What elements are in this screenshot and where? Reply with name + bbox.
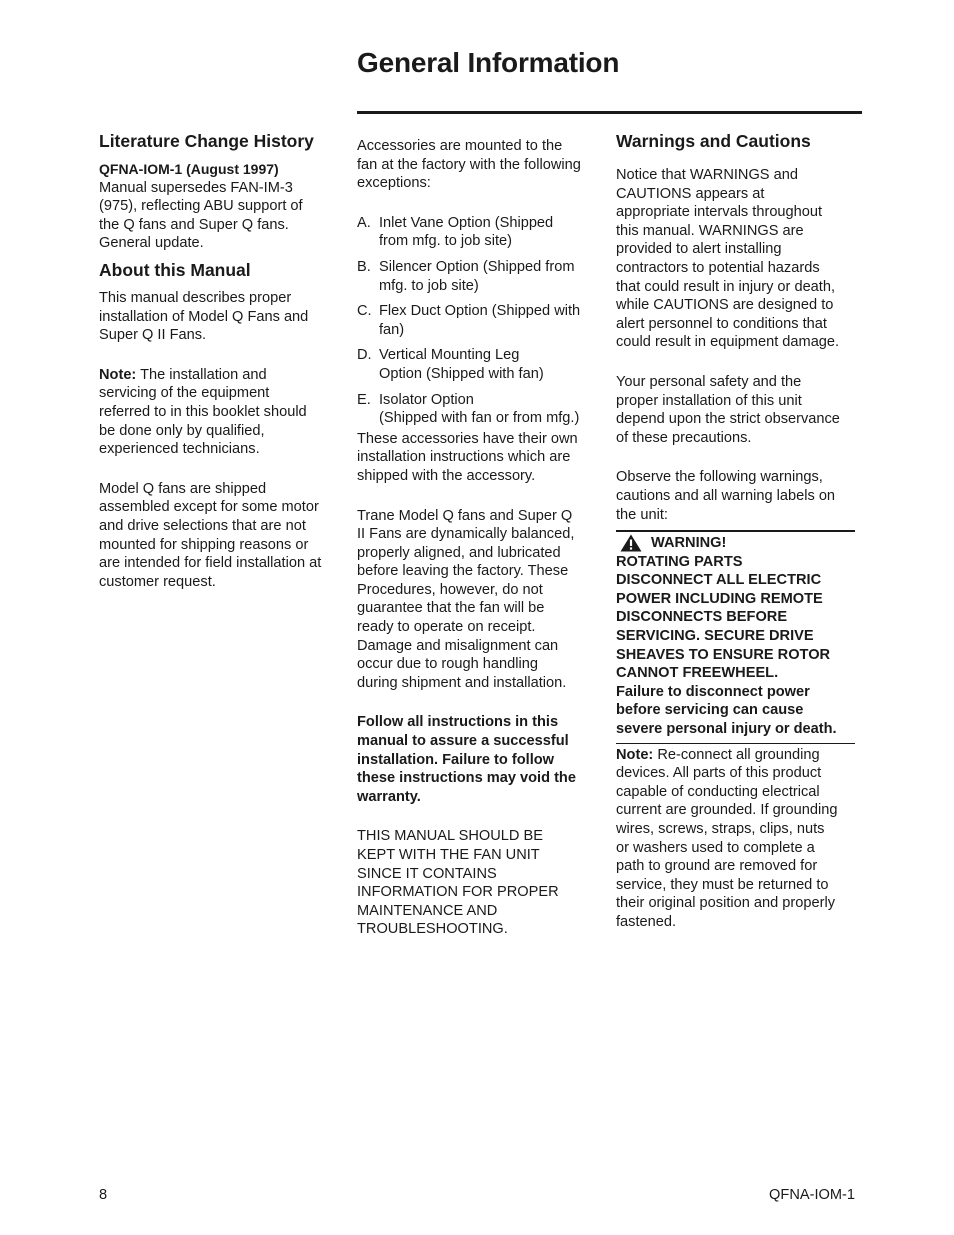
literature-doc-id: QFNA-IOM-1 (August 1997) [99,161,279,177]
qualified-note: Note: The installation and servicing of the equipment referred to in this booklet should be done only by qualified, experienced technicians. [99,366,307,458]
warning-box [616,530,855,744]
grounding-note: Note: Re-connect all grounding devices. All parts of this product capable of conducting electrical current are grounded. If grounding wires, screws, straps, clips, nuts or washers used to complete a path to ground are removed for service, they must be returned to their original position and properly fastened. [616,746,838,930]
accessory-exceptions-list [357,214,601,428]
column-left [99,130,341,591]
title-rule [357,111,862,114]
warning-triangle-icon [620,534,642,552]
warning-text: ROTATING PARTS DISCONNECT ALL ELECTRIC POWER INCLUDING REMOTE DISCONNECTS BEFORE SERVICING. SECURE DRIVE SHEAVES TO ENSURE ROTOR CANNOT FREEWHEEL. Failure to disconnect power before servicing can cause severe personal injury or death. [616,553,837,738]
shipping-text: Model Q fans are shipped assembled except for some motor and drive selections that are not mounted for shipping reasons or are intended for field installation at customer request. [99,480,322,590]
document-code: QFNA-IOM-1 [769,1187,855,1203]
notice-text: Notice that WARNINGS and CAUTIONS appears at appropriate intervals throughout this manual. WARNINGS are provided to alert installing contractors to potential hazards that could result in injury or death, while CAUTIONS are designed to alert personnel to conditions that could result in equipment damage. [616,167,840,351]
keep-manual-text: THIS MANUAL SHOULD BE KEPT WITH THE FAN UNIT SINCE IT CONTAINS INFORMATION FOR PROPER MAINTENANCE AND TROUBLESHOOTING. [357,828,559,938]
about-manual-heading: About this Manual [99,259,251,280]
literature-change-heading: Literature Change History [99,131,314,151]
follow-instructions-text: Follow all instructions in this manual to assure a successful installation. Failure to follow these instructions may void the warranty. [357,714,576,805]
own-instructions-text: These accessories have their own installation instructions which are shipped with the accessory. [357,430,578,484]
page-title: General Information [357,47,620,78]
list-item: C. Flex Duct Option (Shipped with fan) [357,303,581,338]
page-number: 8 [99,1187,108,1203]
observe-text: Observe the following warnings, cautions and all warning labels on the unit: [616,469,836,523]
warnings-cautions-heading: Warnings and Cautions [616,131,811,151]
about-text: This manual describes proper installation of Model Q Fans and Super Q II Fans. [99,289,309,344]
warning-label: WARNING! [651,535,727,552]
literature-text: Manual supersedes FAN-IM-3 (975), reflecting ABU support of the Q fans and Super Q fans. General update. [99,179,303,252]
column-right [616,130,860,932]
list-item: B. Silencer Option (Shipped from mfg. to job site) [357,258,575,294]
warning-header [616,534,855,553]
balanced-text: Trane Model Q fans and Super Q II Fans are dynamically balanced, properly aligned, and lubricated before leaving the factory. These Procedures, however, do not guarantee that the fan will be ready to operate on receipt. Damage and misalignment can occur due to rough handling during shipment and installation. [357,507,575,691]
list-item: A. Inlet Vane Option (Shipped from mfg. to job site) [357,214,554,250]
safety-text: Your personal safety and the proper installation of this unit depend upon the strict observance of these precautions. [616,373,840,446]
accessories-intro: Accessories are mounted to the fan at the factory with the following exceptions: [357,138,581,192]
list-item: E. Isolator Option (Shipped with fan or from mfg.) [357,391,580,427]
column-middle [357,137,601,939]
list-item: D. Vertical Mounting Leg Option (Shipped with fan) [357,347,544,382]
